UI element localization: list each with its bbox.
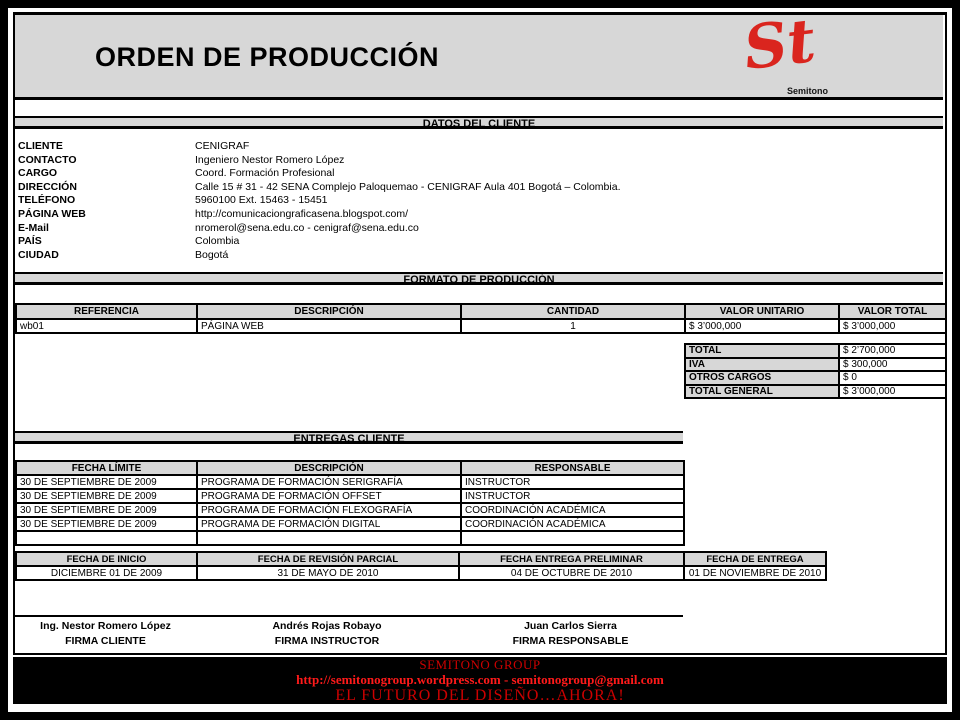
cell-fecha-limite: 30 DE SEPTIEMBRE DE 2009 [16,517,197,531]
field-label-pais: PAÍS [18,235,42,248]
total-value: $ 2’700,000 [839,344,946,358]
cell-fecha-entrega: 01 DE NOVIEMBRE DE 2010 [684,566,826,580]
footer-contact: http://semitonogroup.wordpress.com - semitonogroup@gmail.com [296,672,664,687]
signature-role: FIRMA INSTRUCTOR [274,635,380,647]
cell-descripcion: PROGRAMA DE FORMACIÓN DIGITAL [197,517,461,531]
cell-cantidad: 1 [461,319,685,333]
signature-name: Ing. Nestor Romero López [40,620,171,632]
cell-descripcion: PROGRAMA DE FORMACIÓN OFFSET [197,489,461,503]
cell-responsable: COORDINACIÓN ACADÉMICA [461,517,684,531]
col-header-fecha-entrega: FECHA DE ENTREGA [684,552,826,566]
section-title-entregas-cliente: ENTREGAS CLIENTE [15,431,683,444]
col-header-referencia: REFERENCIA [16,304,197,319]
field-value-email: nromerol@sena.edu.co - cenigraf@sena.edu.co [195,221,419,234]
field-label-cliente: CLIENTE [18,140,63,152]
field-value-pais: Colombia [195,235,240,248]
field-value-cliente: CENIGRAF [195,140,250,152]
cell-responsable: INSTRUCTOR [461,475,684,489]
field-value-contacto: Ingeniero Nestor Romero López [195,153,345,166]
iva-value: $ 300,000 [839,358,946,372]
cell-valor-unitario: $ 3’000,000 [685,319,839,333]
total-label: TOTAL [685,344,839,358]
cell-descripcion: PÁGINA WEB [197,319,461,333]
page-title: ORDEN DE PRODUCCIÓN [95,42,440,72]
otros-cargos-label: OTROS CARGOS [685,371,839,385]
field-value-pagina-web: http://comunicaciongraficasena.blogspot.com/ [195,207,409,220]
col-header-fecha-limite: FECHA LÍMITE [16,461,197,475]
cell-responsable: COORDINACIÓN ACADÉMICA [461,503,684,517]
field-label-contacto: CONTACTO [18,153,77,166]
cell-valor-total: $ 3’000,000 [839,319,946,333]
field-value-cargo: Coord. Formación Profesional [195,167,335,180]
total-general-label: TOTAL GENERAL [685,385,839,399]
col-header-fecha-inicio: FECHA DE INICIO [16,552,197,566]
field-label-cargo: CARGO [18,167,58,180]
cell-descripcion: PROGRAMA DE FORMACIÓN FLEXOGRAFÍA [197,503,461,517]
cell-fecha-limite: 30 DE SEPTIEMBRE DE 2009 [16,489,197,503]
cell-referencia: wb01 [16,319,197,333]
footer-slogan: EL FUTURO DEL DISEÑO…AHORA! [335,687,625,704]
section-title-formato-produccion: FORMATO DE PRODUCCIÓN [15,272,943,285]
cell-fecha-entrega-preliminar: 04 DE OCTUBRE DE 2010 [459,566,684,580]
field-value-ciudad: Bogotá [195,248,229,261]
field-label-ciudad: CIUDAD [18,248,59,261]
cell-responsable: INSTRUCTOR [461,489,684,503]
signature-name: Juan Carlos Sierra [524,620,617,632]
field-label-telefono: TELÉFONO [18,194,76,207]
semitono-logo-brand: Semitono [786,86,828,96]
col-header-cantidad: CANTIDAD [461,304,685,319]
total-general-value: $ 3’000,000 [839,385,946,399]
col-header-descripcion: DESCRIPCIÓN [197,461,461,475]
signature-role: FIRMA CLIENTE [65,635,146,647]
cell-fecha-inicio: DICIEMBRE 01 DE 2009 [16,566,197,580]
col-header-valor-unitario: VALOR UNITARIO [685,304,839,319]
field-label-email: E-Mail [18,221,49,234]
col-header-descripcion: DESCRIPCIÓN [197,304,461,319]
cell-fecha-revision-parcial: 31 DE MAYO DE 2010 [197,566,459,580]
field-value-telefono: 5960100 Ext. 15463 - 15451 [195,194,328,207]
otros-cargos-value: $ 0 [839,371,946,385]
field-value-direccion: Calle 15 # 31 - 42 SENA Complejo Paloquemao - CENIGRAF Aula 401 Bogotá – Colombia. [195,180,621,193]
section-title-datos-cliente: DATOS DEL CLIENTE [15,116,943,129]
field-label-pagina-web: PÁGINA WEB [18,207,86,220]
cell-fecha-limite: 30 DE SEPTIEMBRE DE 2009 [16,503,197,517]
col-header-fecha-entrega-preliminar: FECHA ENTREGA PRELIMINAR [459,552,684,566]
cell-fecha-limite: 30 DE SEPTIEMBRE DE 2009 [16,475,197,489]
iva-label: IVA [685,358,839,372]
semitono-logo-icon: St [739,5,820,85]
col-header-valor-total: VALOR TOTAL [839,304,946,319]
col-header-fecha-revision-parcial: FECHA DE REVISIÓN PARCIAL [197,552,459,566]
col-header-responsable: RESPONSABLE [461,461,684,475]
field-label-direccion: DIRECCIÓN [18,180,77,193]
footer-company: SEMITONO GROUP [419,657,541,672]
signature-role: FIRMA RESPONSABLE [512,635,629,647]
cell-descripcion: PROGRAMA DE FORMACIÓN SERIGRAFÍA [197,475,461,489]
signature-name: Andrés Rojas Robayo [272,620,382,632]
